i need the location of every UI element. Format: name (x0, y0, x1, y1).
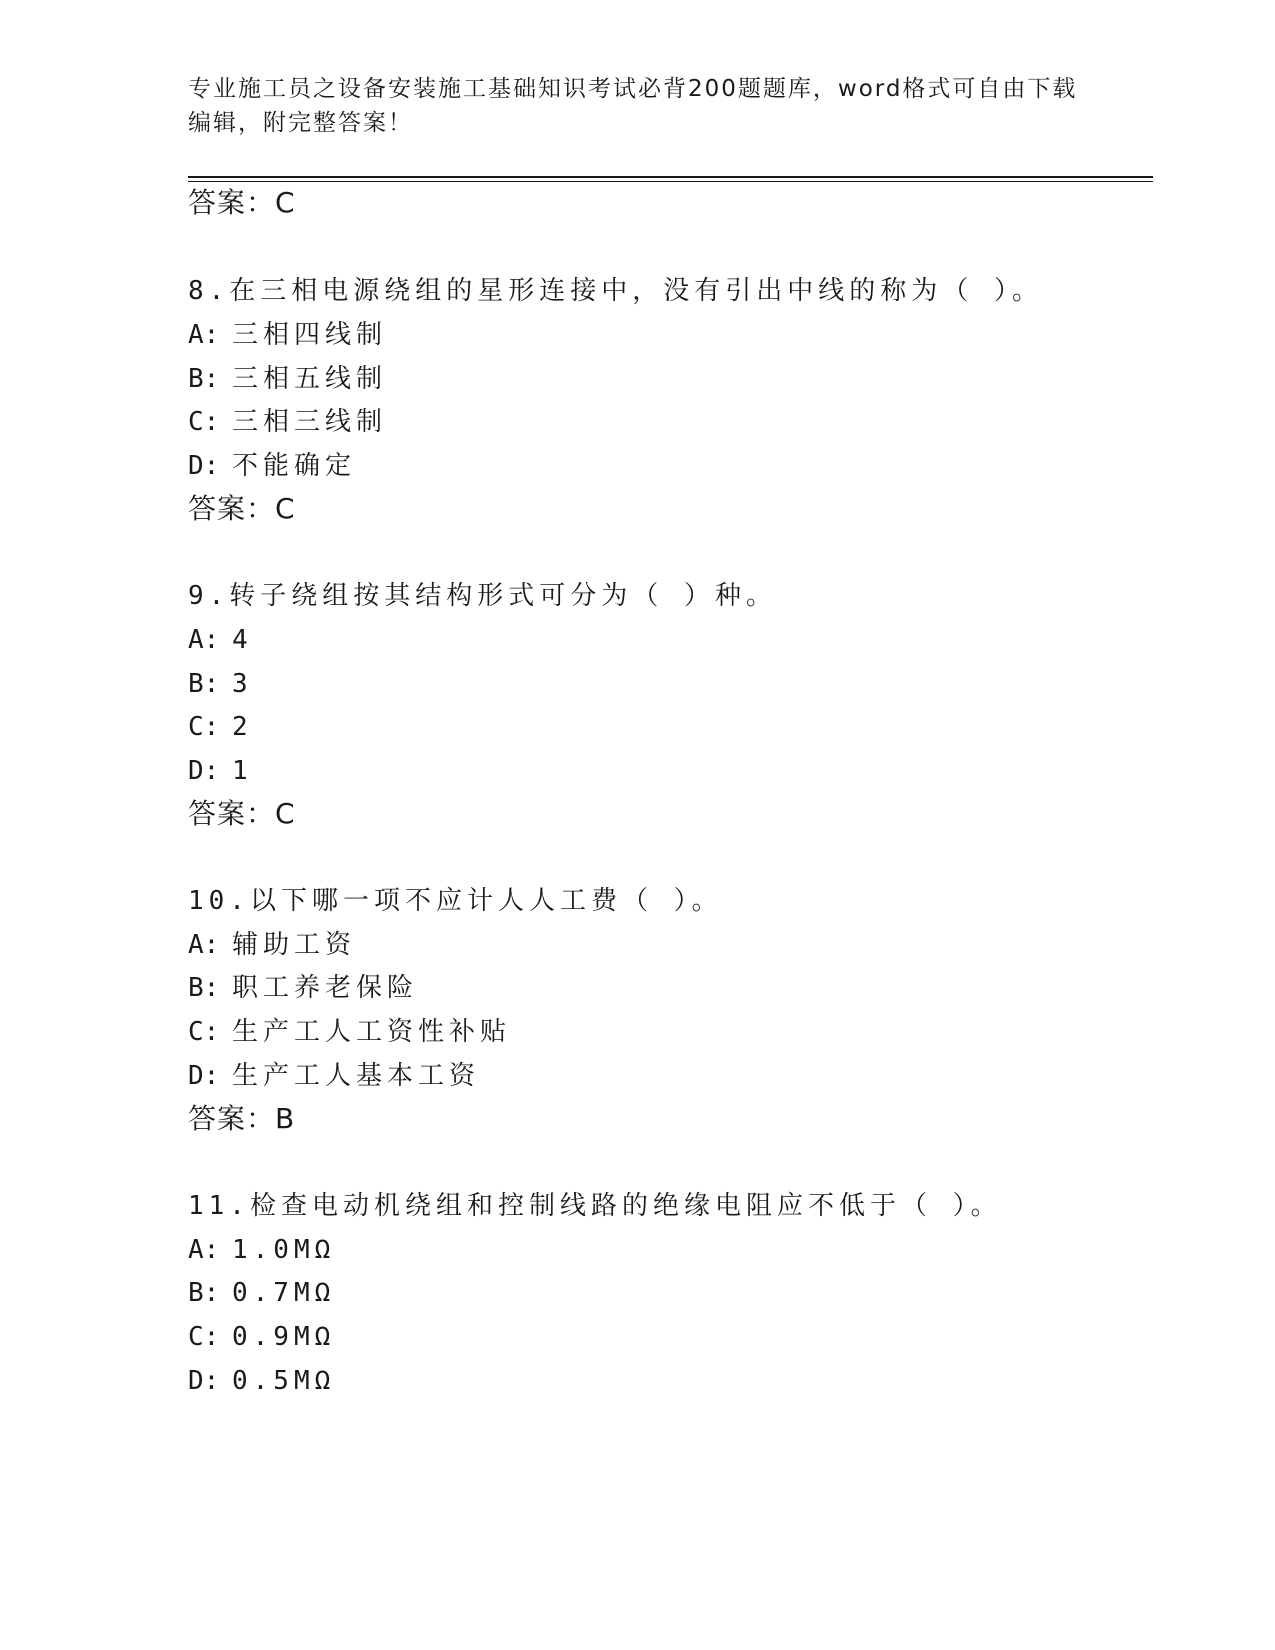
option-label: D: (188, 1061, 220, 1091)
option-text: 2 (232, 712, 253, 742)
option-text: 职工养老保险 (232, 973, 419, 1003)
question-9-stem: 9.转子绕组按其结构形式可分为（ ）种。 (188, 581, 777, 611)
question-8-option-d (188, 450, 356, 482)
option-label: C: (188, 712, 220, 742)
option-text: 三相三线制 (232, 407, 388, 437)
option-text: 三相五线制 (232, 364, 388, 394)
header-rule-thin (188, 181, 1153, 182)
option-text: 生产工人工资性补贴 (232, 1017, 512, 1047)
question-9-option-d (188, 755, 253, 787)
answer-previous: 答案：C (188, 186, 296, 219)
option-label: C: (188, 1017, 220, 1047)
question-10-stem: 10.以下哪一项不应计人人工费（ ）。 (188, 886, 723, 916)
question-9-answer: 答案：C (188, 797, 296, 830)
option-label: A: (188, 625, 220, 655)
question-9-option-c (188, 711, 253, 743)
question-11-option-c (188, 1321, 335, 1353)
option-text: 辅助工资 (232, 930, 357, 960)
option-label: C: (188, 1322, 220, 1352)
option-text: 1.0MΩ (232, 1235, 336, 1265)
option-label: D: (188, 756, 220, 786)
option-text: 3 (232, 669, 253, 699)
option-label: A: (188, 320, 220, 350)
option-text: 0.7MΩ (232, 1278, 336, 1308)
option-label: B: (188, 669, 220, 699)
question-9-option-b (188, 668, 253, 700)
option-label: B: (188, 364, 220, 394)
document-header (188, 72, 1088, 140)
question-8-answer: 答案：C (188, 492, 296, 525)
option-text: 1 (232, 756, 253, 786)
question-10-option-a (188, 929, 356, 961)
option-label: D: (188, 1366, 220, 1396)
option-text: 三相四线制 (232, 320, 388, 350)
option-label: A: (188, 930, 220, 960)
question-8-option-a (188, 319, 387, 351)
question-8-option-b (188, 363, 387, 395)
option-label: D: (188, 451, 220, 481)
option-text: 4 (232, 625, 253, 655)
option-label: B: (188, 973, 220, 1003)
question-10-option-d (188, 1060, 480, 1092)
question-9-option-a (188, 624, 253, 656)
header-rule-thick (188, 176, 1153, 178)
header-line-2: 编辑，附完整答案！ (188, 110, 413, 136)
question-8-option-c (188, 406, 387, 438)
option-text: 0.9MΩ (232, 1322, 336, 1352)
question-10-option-b (188, 972, 418, 1004)
question-11-option-d (188, 1365, 335, 1397)
question-8-stem: 8.在三相电源绕组的星形连接中，没有引出中线的称为（ ）。 (188, 276, 1043, 306)
option-label: C: (188, 407, 220, 437)
option-label: B: (188, 1278, 220, 1308)
question-10-option-c (188, 1016, 511, 1048)
option-text: 不能确定 (232, 451, 357, 481)
question-11-option-b (188, 1277, 335, 1309)
header-line-1: 专业施工员之设备安装施工基础知识考试必背200题题库，word格式可自由下载 (188, 76, 1078, 102)
option-text: 0.5MΩ (232, 1366, 336, 1396)
option-label: A: (188, 1235, 220, 1265)
question-10-answer: 答案：B (188, 1102, 296, 1135)
question-11-stem: 11.检查电动机绕组和控制线路的绝缘电阻应不低于（ ）。 (188, 1191, 1002, 1221)
option-text: 生产工人基本工资 (232, 1061, 481, 1091)
question-11-option-a (188, 1234, 335, 1266)
